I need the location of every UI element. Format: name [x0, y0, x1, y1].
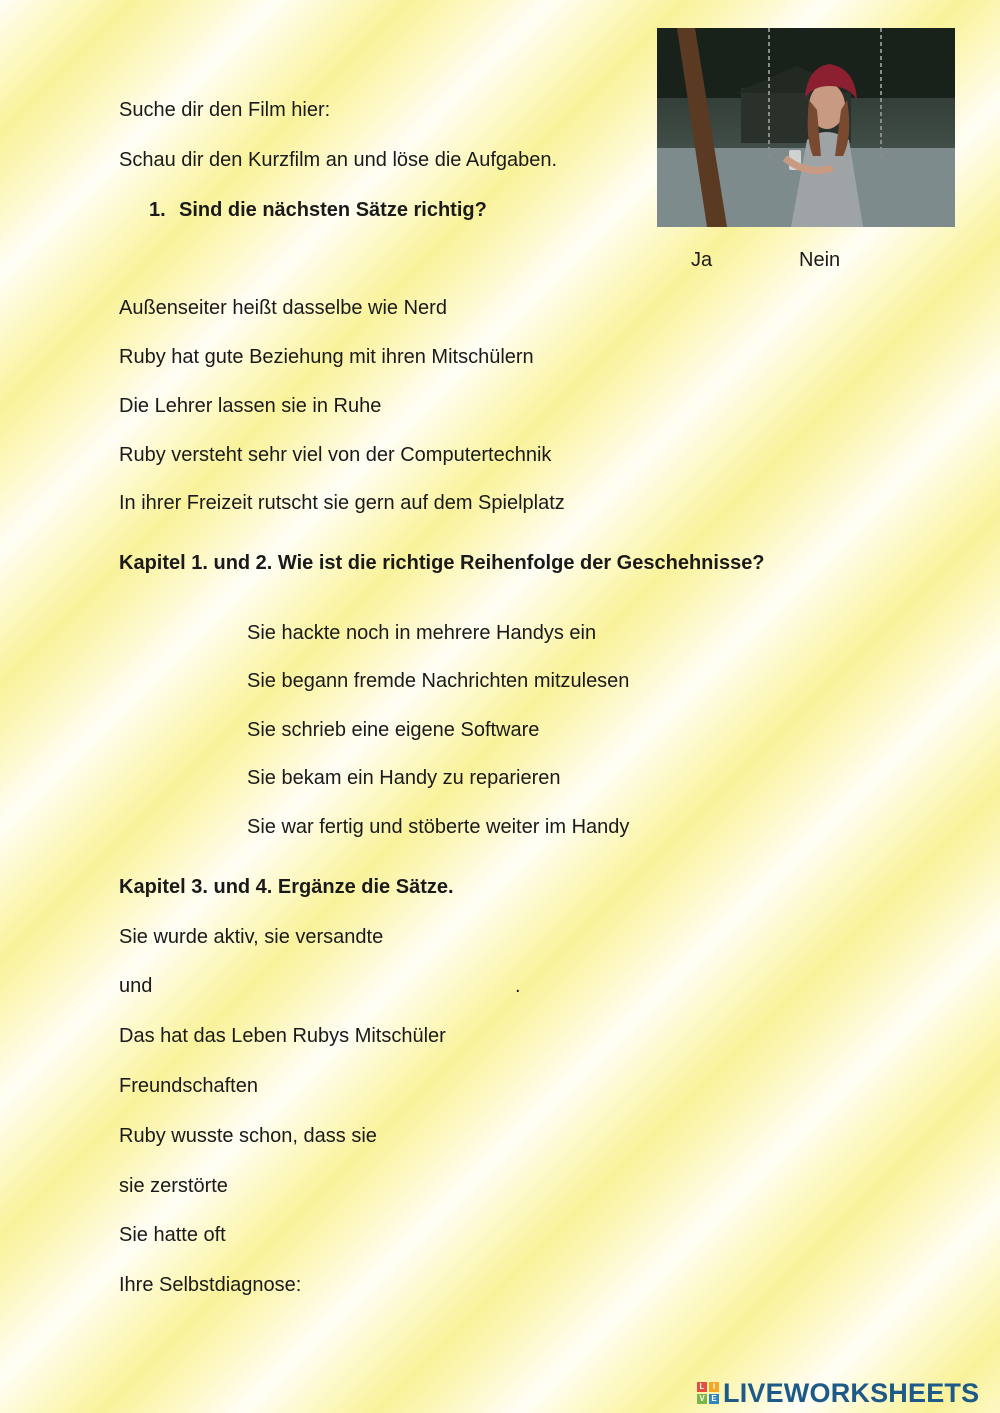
- logo-mark-letter: I: [709, 1382, 719, 1392]
- sentence-2-period: .: [515, 975, 521, 997]
- find-film-text: Suche dir den Film hier:: [119, 99, 331, 121]
- logo-mark-letter: V: [697, 1394, 707, 1404]
- sentence-8: Ihre Selbstdiagnose:: [119, 1274, 302, 1296]
- sentence-2: und: [119, 975, 153, 997]
- logo-text: LIVEWORKSHEETS: [723, 1377, 980, 1408]
- film-still-image: [657, 28, 955, 227]
- statement-3: Die Lehrer lassen sie in Ruhe: [119, 395, 382, 417]
- task2-heading: Kapitel 1. und 2. Wie ist die richtige Reihenfolge der Geschehnisse?: [119, 552, 765, 574]
- logo-mark-icon: [697, 1382, 719, 1404]
- sentence-6: sie zerstörte: [119, 1175, 228, 1197]
- logo-mark-letter: E: [709, 1394, 719, 1404]
- logo-mark-letter: L: [697, 1382, 707, 1392]
- sentence-5: Ruby wusste schon, dass sie: [119, 1125, 377, 1147]
- event-3: Sie schrieb eine eigene Software: [247, 719, 540, 741]
- column-header-yes: Ja: [691, 249, 713, 271]
- instruction-text: Schau dir den Kurzfilm an und löse die Aufgaben.: [119, 149, 558, 171]
- statement-5: In ihrer Freizeit rutscht sie gern auf dem Spielplatz: [119, 492, 565, 514]
- sentence-3: Das hat das Leben Rubys Mitschüler: [119, 1025, 446, 1047]
- task1-number: 1.: [149, 199, 166, 221]
- event-4: Sie bekam ein Handy zu reparieren: [247, 767, 561, 789]
- sentence-7: Sie hatte oft: [119, 1224, 226, 1246]
- event-1: Sie hackte noch in mehrere Handys ein: [247, 622, 597, 644]
- event-5: Sie war fertig und stöberte weiter im Handy: [247, 816, 630, 838]
- task3-heading: Kapitel 3. und 4. Ergänze die Sätze.: [119, 876, 454, 898]
- statement-4: Ruby versteht sehr viel von der Computertechnik: [119, 444, 552, 466]
- task1-heading: Sind die nächsten Sätze richtig?: [179, 199, 487, 221]
- column-header-no: Nein: [799, 249, 841, 271]
- event-2: Sie begann fremde Nachrichten mitzulesen: [247, 670, 630, 692]
- statement-1: Außenseiter heißt dasselbe wie Nerd: [119, 297, 447, 319]
- statement-2: Ruby hat gute Beziehung mit ihren Mitschülern: [119, 346, 534, 368]
- sentence-4: Freundschaften: [119, 1075, 258, 1097]
- sentence-1: Sie wurde aktiv, sie versandte: [119, 926, 384, 948]
- liveworksheets-logo: [697, 1377, 979, 1409]
